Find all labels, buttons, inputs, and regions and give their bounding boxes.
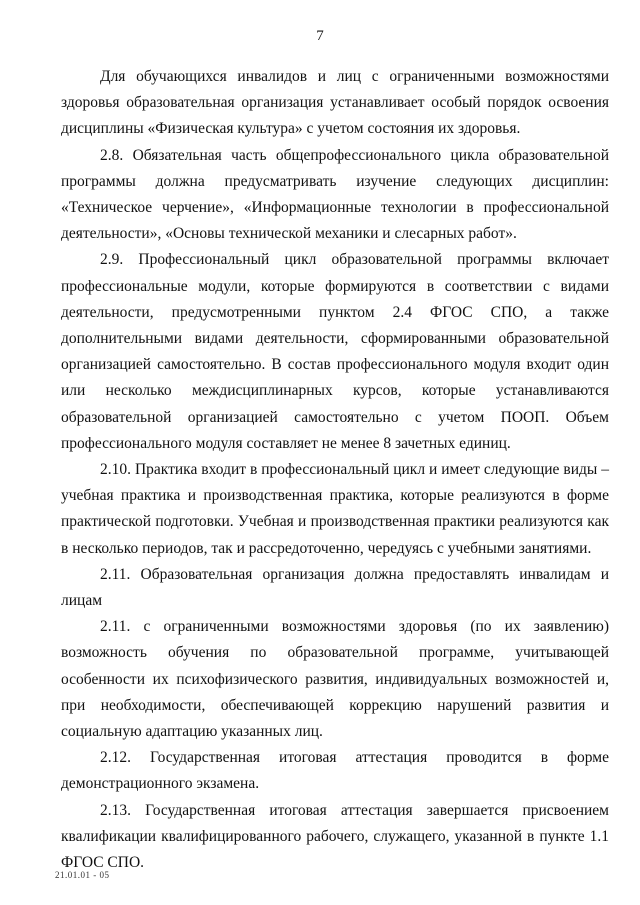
paragraph-2-11: 2.11. с ограниченными возможностями здоровья (по их заявлению) возможность обучения по образовательной программе, учитывающей особенности их психофизического развития, индивидуальных возможностей и, при необходимости, обеспечивающей коррекцию нарушений развития и социальную адаптацию указанных лиц. bbox=[61, 618, 609, 741]
paragraph-2-10: 2.10. Практика входит в профессиональный цикл и имеет следующие виды – учебная практика и производственная практика, которые реализуются в форме практической подготовки. Учебная и производственная практики реализуются как в несколько периодов, так и рассредоточенно, чередуясь с учебными занятиями. bbox=[61, 461, 609, 557]
paragraph-2-13: 2.13. Государственная итоговая аттестация завершается присвоением квалификации квалифицированного рабочего, служащего, указанной в пункте 1.1 ФГОС СПО. bbox=[61, 801, 609, 872]
paragraph-2-12: 2.12. Государственная итоговая аттестация проводится в форме демонстрационного экзамена. bbox=[61, 749, 609, 793]
paragraph-2-11-lead: 2.11. Образовательная организация должна предоставлять инвалидам и лицам bbox=[61, 565, 609, 610]
paragraph-intro: Для обучающихся инвалидов и лиц с ограниченными возможностями здоровья образовательная организация устанавливает особый порядок освоения дисциплины «Физическая культура» с учетом состояния их здоровья. bbox=[61, 68, 609, 138]
document-code: 21.01.01 - 05 bbox=[55, 870, 110, 880]
page-number: 7 bbox=[316, 28, 324, 44]
paragraph-2-9: 2.9. Профессиональный цикл образовательной программы включает профессиональные модули, которые формируются в соответствии с видами деятельности, предусмотренными пунктом 2.4 ФГОС СПО, а также дополнительными видами деятельности, сформированными образовательной организацией самостоятельно. В состав профессионального модуля входит один или несколько междисциплинарных курсов, которые устанавливаются образовательной организацией самостоятельно с учетом ПООП. Объем профессионального модуля составляет не менее 8 зачетных единиц. bbox=[61, 251, 609, 452]
document-body bbox=[61, 64, 609, 876]
paragraph-2-8: 2.8. Обязательная часть общепрофессионального цикла образовательной программы должна предусматривать изучение следующих дисциплин: «Техническое черчение», «Информационные технологии в профессиональной деятельности», «Основы технической механики и слесарных работ». bbox=[61, 146, 609, 243]
